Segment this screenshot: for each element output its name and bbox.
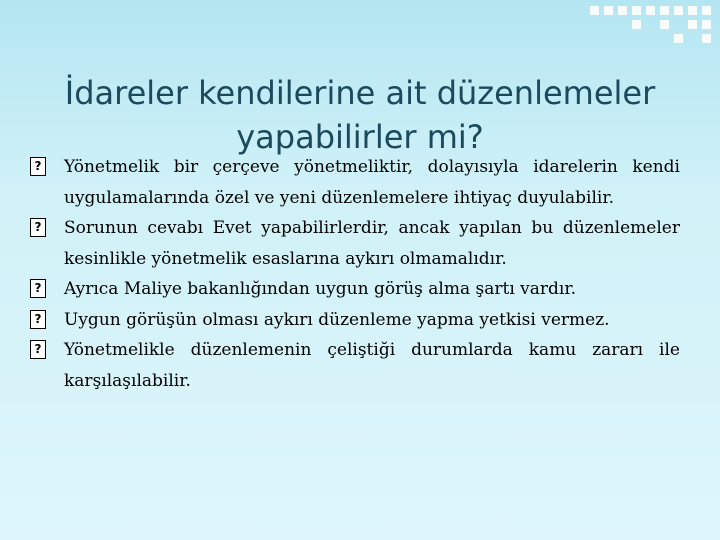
- bullet-text: Sorunun cevabı Evet yapabilirlerdir, ancak yapılan bu düzenlemeler kesinlikle yönetmelik esaslarına aykırı olmamalıdır.: [64, 218, 680, 269]
- corner-decoration: [520, 0, 720, 60]
- list-item: [30, 213, 680, 274]
- list-item: [30, 335, 680, 396]
- bullet-text: Yönetmelik bir çerçeve yönetmeliktir, dolayısıyla idarelerin kendi uygulamalarında özel ve yeni düzenlemelere ihtiyaç duyulabilir.: [64, 157, 680, 208]
- list-item: [30, 305, 680, 336]
- missing-glyph-bullet-icon: [30, 279, 46, 298]
- list-item: [30, 152, 680, 213]
- missing-glyph-bullet-icon: [30, 157, 46, 176]
- bullet-text: Uygun görüşün olması aykırı düzenleme yapma yetkisi vermez.: [64, 309, 610, 330]
- slide-title: İdareler kendilerine ait düzenlemeler yapabilirler mi?: [64, 74, 656, 157]
- missing-glyph-bullet-icon: [30, 310, 46, 329]
- bullet-text: Ayrıca Maliye bakanlığından uygun görüş alma şartı vardır.: [64, 279, 577, 299]
- bullet-list: [30, 152, 680, 396]
- list-item: [30, 274, 680, 305]
- bullet-text: Yönetmelikle düzenlemenin çeliştiği durumlarda kamu zararı ile karşılaşılabilir.: [64, 340, 680, 391]
- missing-glyph-bullet-icon: [30, 340, 46, 359]
- missing-glyph-bullet-icon: [30, 218, 46, 237]
